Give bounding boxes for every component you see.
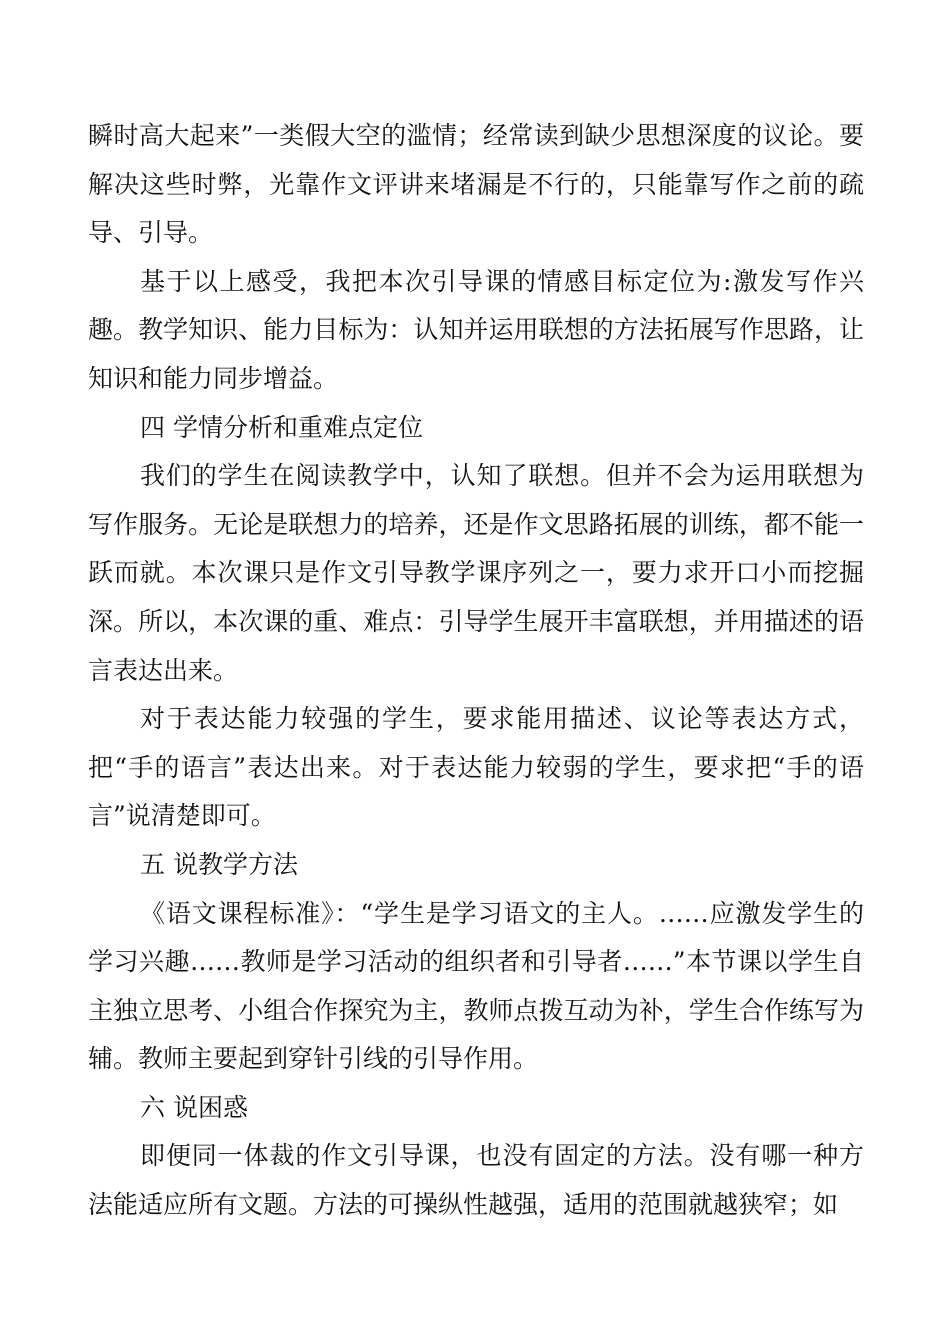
section-heading-four: 四 学情分析和重难点定位 [140,412,423,442]
paragraph-expression-requirements: 对于表达能力较强的学生，要求能用描述、议论等表达方式，把“手的语言”表达出来。对于表达能力较弱的学生，要求把“手的语言”说清楚即可。 [88,704,864,831]
section-heading-six: 六 说困惑 [140,1092,248,1122]
document-body [88,112,864,1230]
section-heading-five: 五 说教学方法 [140,849,298,879]
paragraph-student-analysis: 我们的学生在阅读教学中，认知了联想。但并不会为运用联想为写作服务。无论是联想力的培养，还是作文思路拓展的训练，都不能一跃而就。本次课只是作文引导教学课序列之一，要力求开口小而挖掘深。所以，本次课的重、难点：引导学生展开丰富联想，并用描述的语言表达出来。 [88,461,864,685]
paragraph-emotional-goal: 基于以上感受，我把本次引导课的情感目标定位为:激发写作兴趣。教学知识、能力目标为：认知并运用联想的方法拓展写作思路，让知识和能力同步增益。 [88,266,864,393]
paragraph-continuation: 瞬时高大起来”一类假大空的滥情；经常读到缺少思想深度的议论。要解决这些时弊，光靠作文评讲来堵漏是不行的，只能靠写作之前的疏导、引导。 [88,121,864,248]
paragraph-teaching-method: 《语文课程标准》：“学生是学习语文的主人。……应激发学生的学习兴趣……教师是学习活动的组织者和引导者……”本节课以学生自主独立思考、小组合作探究为主，教师点拨互动为补，学生合作练写为辅。教师主要起到穿针引线的引导作用。 [88,898,864,1074]
paragraph-confusion: 即便同一体裁的作文引导课，也没有固定的方法。没有哪一种方法能适应所有文题。方法的可操纵性越强，适用的范围就越狭窄；如 [88,1141,864,1220]
